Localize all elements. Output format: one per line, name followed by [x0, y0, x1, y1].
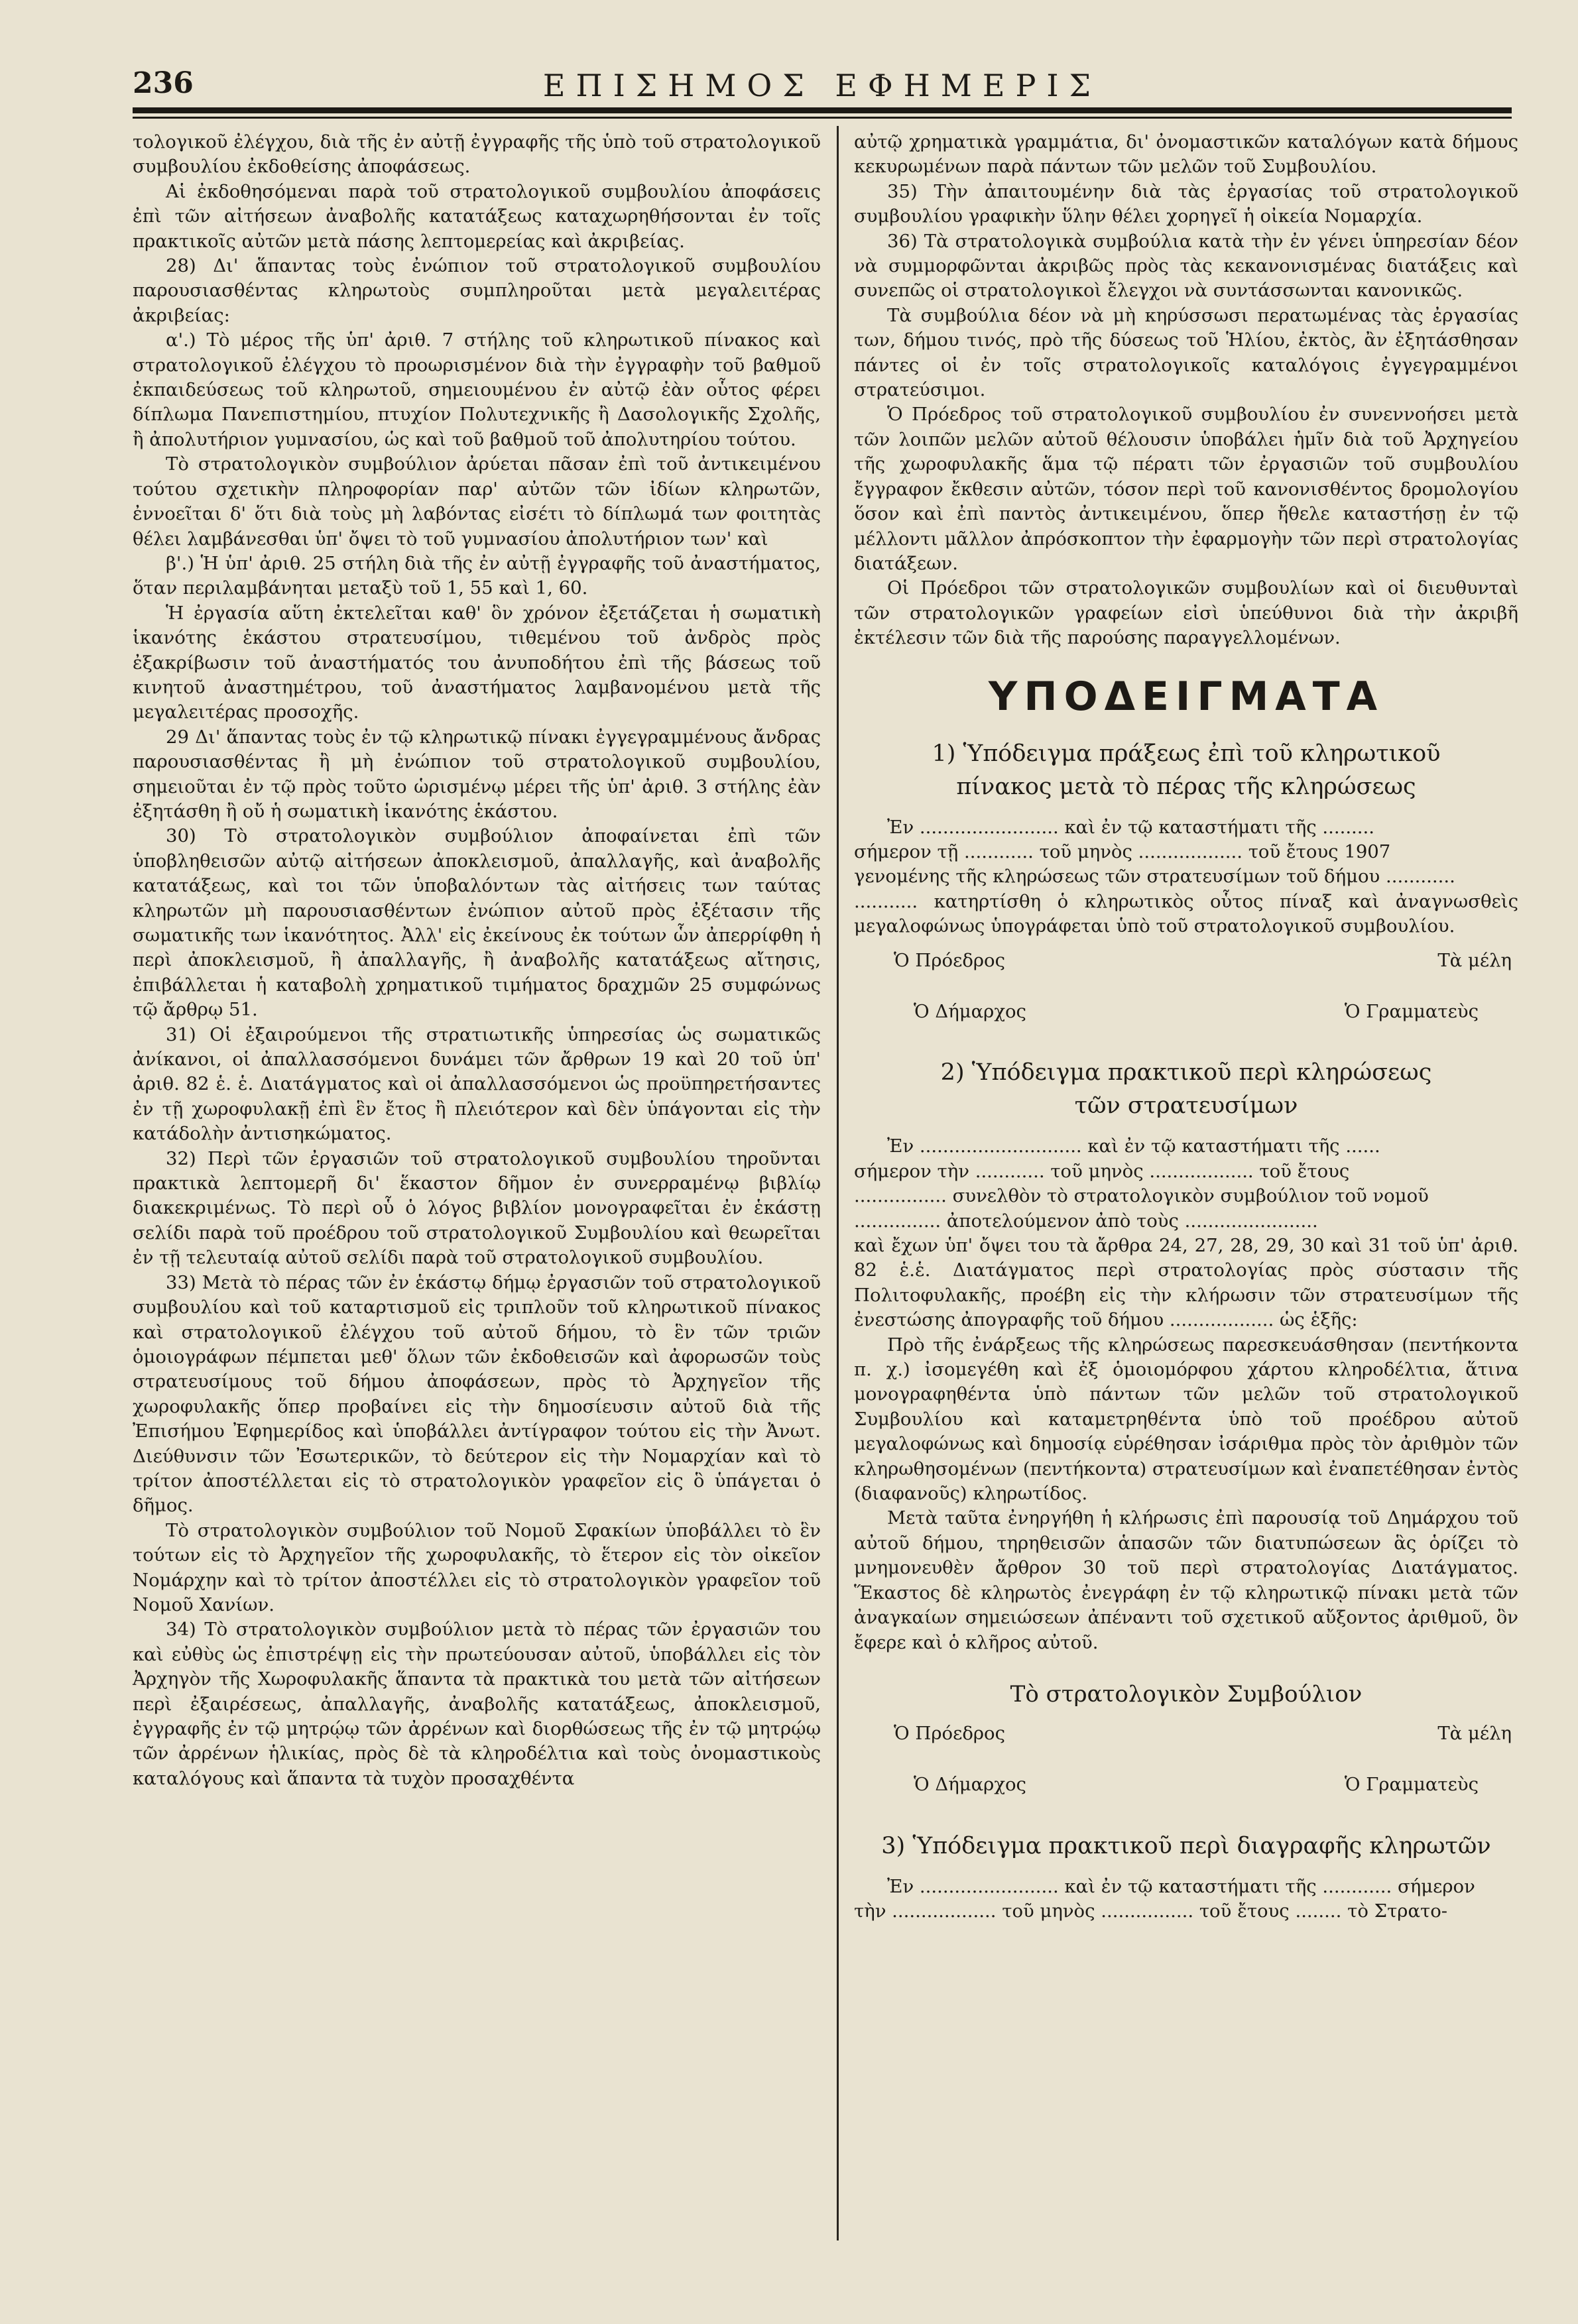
- header-rule-thick: [133, 107, 1512, 113]
- signature-members: Τὰ μέλη: [1437, 1722, 1512, 1744]
- paragraph: 32) Περὶ τῶν ἐργασιῶν τοῦ στρατολογικοῦ συμβουλίου τηροῦνται πρακτικὰ λεπτομερῆ δι' ἕκαστον δῆμον ἐν συνερραμένῳ βιβλίῳ διακεκριμένως. Τὸ περὶ οὗ ὁ λόγος βιβλίον μονογραφεῖται ἐν ἑκάστῃ σελίδι παρὰ τοῦ προέδρου τοῦ στρατολογικοῦ Συμβουλίου καὶ θεωρεῖται ἐν τῇ τελευταίᾳ αὐτοῦ σελίδι παρὰ τοῦ στρατολογικοῦ συμβουλίου.: [133, 1147, 821, 1269]
- form-line: ............... ἀποτελούμενον ἀπὸ τοὺς .......................: [854, 1210, 1318, 1232]
- model-2-title: [854, 1056, 1518, 1122]
- model-3: [854, 1830, 1518, 1924]
- signature-row: [854, 1721, 1518, 1746]
- paragraph: Πρὸ τῆς ἐνάρξεως τῆς κληρώσεως παρεσκευάσθησαν (πεντήκοντα π. χ.) ἰσομεγέθη καὶ ἐξ ὁμοιομόρφου χάρτου κληροδέλτια, ἅτινα μονογραφηθέντα ὑπὸ πάντων τῶν μελῶν τοῦ στρατολογικοῦ Συμβουλίου καὶ καταμετρηθέντα ὑπὸ τοῦ προέδρου αὐτοῦ μεγαλοφώνως καὶ δημοσίᾳ εὑρέθησαν ἰσάριθμα πρὸς τὸν ἀριθμὸν τῶν κληρωθησομένων (πεντήκοντα) στρατευσίμων καὶ ἐναπετέθησαν ἐντὸς (διαφανοῦς) κληρωτίδος.: [854, 1334, 1518, 1505]
- left-column: [133, 130, 821, 1791]
- signature-president: Ὁ Πρόεδρος: [894, 1722, 1006, 1744]
- signature-members: Τὰ μέλη: [1437, 949, 1512, 971]
- paragraph: Τὸ στρατολογικὸν συμβούλιον ἀρύεται πᾶσαν ἐπὶ τοῦ ἀντικειμένου τούτου σχετικὴν πληροφορίαν παρ' αὐτῶν τῶν ἰδίων κληρωτῶν, ἐννοεῖται δ' ὅτι διὰ τοὺς μὴ λαβόντας εἰσέτι τὸ δίπλωμά των φοιτητὰς θέλει λαμβάνεσθαι ὑπ' ὄψει τὸ τοῦ γυμνασίου ἀπολυτήριον των' καὶ: [133, 453, 821, 550]
- form-line: καὶ ἔχων ὑπ' ὄψει του τὰ ἄρθρα 24, 27, 28, 29, 30 καὶ 31 τοῦ ὑπ' ἀριθ. 82 ἑ.ἑ. Διατάγματος περὶ στρατολογίας πρὸς σύστασιν τῆς Πολιτοφυλακῆς, προέβη εἰς τὴν κλήρωσιν τῶν στρατευσίμων τῆς ἐνεστώσης ἀπογραφῆς τοῦ δήμου .................. ὡς ἑξῆς:: [854, 1235, 1518, 1331]
- form-line: ................ συνελθὸν τὸ στρατολογικὸν συμβούλιον τοῦ νομοῦ: [854, 1185, 1429, 1207]
- form-line: Ἐν ........................ καὶ ἐν τῷ καταστήματι τῆς ............ σήμερον: [887, 1875, 1475, 1897]
- signature-row: [854, 1772, 1518, 1797]
- council-heading: Τὸ στρατολογικὸν Συμβούλιον: [1010, 1680, 1363, 1708]
- signature-row: [854, 949, 1518, 973]
- header-rule-thin: [133, 117, 1512, 119]
- signature-president: Ὁ Πρόεδρος: [894, 949, 1006, 971]
- signature-secretary: Ὁ Γραμματεὺς: [1344, 1774, 1479, 1796]
- paragraph: Τὸ στρατολογικὸν συμβούλιον τοῦ Νομοῦ Σφακίων ὑποβάλλει τὸ ἓν τούτων εἰς τὸ Ἀρχηγεῖον τῆς χωροφυλακῆς, τὸ ἕτερον εἰς τὸν οἰκεῖον Νομάρχην καὶ τὸ τρίτον ἀποστέλλει εἰς τὸ στρατολογικὸν γραφεῖον τοῦ Νομοῦ Χανίων.: [133, 1519, 821, 1615]
- model-3-title: 3) Ὑπόδειγμα πρακτικοῦ περὶ διαγραφῆς κληρωτῶν: [881, 1832, 1491, 1859]
- paragraph: Ἡ ἐργασία αὕτη ἐκτελεῖται καθ' ὃν χρόνον ἐξετάζεται ἡ σωματικὴ ἱκανότης ἑκάστου στρατευσίμου, τιθεμένου τοῦ ἀνδρὸς πρὸς ἐξακρίβωσιν τοῦ ἀναστήματός του ἀνυποδήτου ἐπὶ τῆς βάσεως τοῦ κινητοῦ ἀναστημέτρου, τοῦ ἀναστήματος λαμβανομένου μετὰ τῆς μεγαλειτέρας προσοχῆς.: [133, 602, 821, 723]
- signature-mayor: Ὁ Δήμαρχος: [914, 1000, 1026, 1022]
- form-line: σήμερον τὴν ............ τοῦ μηνὸς .................. τοῦ ἔτους: [854, 1160, 1350, 1182]
- paragraph: 30) Τὸ στρατολογικὸν συμβούλιον ἀποφαίνεται ἐπὶ τῶν ὑποβληθεισῶν αὐτῷ αἰτήσεων ἀποκλεισμοῦ, ἀπαλλαγῆς, καὶ ἀναβολῆς κατατάξεως, καὶ τοι τῶν ὑποβαλόντων τὰς αἰτήσεις των ταύτας κληρωτῶν μὴ παρουσιασθέντων ἐνώπιον αὐτοῦ πρὸς ἐξέτασιν τῆς σωματικῆς των ἱκανότητος. Ἀλλ' εἰς ἐκείνους ἐκ τούτων ὧν ἀπερρίφθη ἡ περὶ ἀποκλεισμοῦ, ἢ ἀπαλλαγῆς, ἢ ἀναβολῆς κατατάξεως αἴτησις, ἐπιβάλλεται ἡ καταβολὴ χρηματικοῦ τιμήματος δραχμῶν 25 συμφώνως τῷ ἄρθρῳ 51.: [133, 825, 821, 1021]
- paragraph: αὐτῷ χρηματικὰ γραμμάτια, δι' ὀνομαστικῶν καταλόγων κατὰ δήμους κεκυρωμένων παρὰ πάντων τῶν μελῶν τοῦ Συμβουλίου.: [854, 131, 1518, 178]
- paragraph: β'.) Ἡ ὑπ' ἀριθ. 25 στήλη διὰ τῆς ἐν αὐτῇ ἐγγραφῆς τοῦ ἀναστήματος, ὅταν περιλαμβάνηται μεταξὺ τοῦ 1, 55 καὶ 1, 60.: [133, 552, 821, 599]
- paragraph: α'.) Τὸ μέρος τῆς ὑπ' ἀριθ. 7 στήλης τοῦ κληρωτικοῦ πίνακος καὶ στρατολογικοῦ ἐλέγχου τὸ προωρισμένον διὰ τὴν ἐγγραφὴν τοῦ βαθμοῦ ἐκπαιδεύσεως τοῦ κληρωτοῦ, σημειουμένου ἐν αὐτῷ ἐὰν οὗτος φέρει δίπλωμα Πανεπιστημίου, πτυχίον Πολυτεχνικῆς ἢ Δασολογικῆς Σχολῆς, ἢ ἀπολυτήριον γυμνασίου, ὡς καὶ τοῦ βαθμοῦ τοῦ ἀπολυτηρίου τούτου.: [133, 329, 821, 450]
- model-1-title: [854, 737, 1518, 803]
- section-heading: ΥΠΟΔΕΙΓΜΑΤΑ: [988, 673, 1384, 720]
- paragraph: Τὰ συμβούλια δέον νὰ μὴ κηρύσσωσι περατωμένας τὰς ἐργασίας των, δήμου τινός, πρὸ τῆς δύσεως τοῦ Ἡλίου, ἐκτὸς, ἂν ἐξητάσθησαν πάντες οἱ ἐν τοῖς στρατολογικοῖς καταλόγοις ἐγγεγραμμένοι στρατεύσιμοι.: [854, 304, 1518, 401]
- page-number: 236: [133, 66, 194, 100]
- paragraph: 33) Μετὰ τὸ πέρας τῶν ἐν ἑκάστῳ δήμῳ ἐργασιῶν τοῦ στρατολογικοῦ συμβουλίου καὶ τοῦ καταρτισμοῦ εἰς τριπλοῦν τοῦ κληρωτικοῦ πίνακος καὶ στρατολογικοῦ ἐλέγχου τοῦ αὐτοῦ δήμου, τὸ ἓν τῶν τριῶν ὁμοιογράφων πέμπεται μεθ' ὅλων τῶν ἐκδοθεισῶν καὶ ἀφορωσῶν τοὺς στρατευσίμους τοῦ δήμου ἀποφάσεων, πρὸς τὸ Ἀρχηγεῖον τῆς χωροφυλακῆς ὅπερ προβαίνει εἰς τὴν δημοσίευσιν αὐτοῦ διὰ τῆς Ἐπισήμου Ἐφημερίδος καὶ ὑποβάλλει ἀντίγραφον τούτου εἰς τὴν Ἀνωτ. Διεύθυνσιν τῶν Ἐσωτερικῶν, τὸ δεύτερον εἰς τὴν Νομαρχίαν καὶ τὸ τρίτον ἀποστέλλεται εἰς τὸ στρατολογικὸν γραφεῖον εἰς ὃ ὑπάγεται ὁ δῆμος.: [133, 1271, 821, 1517]
- paragraph: Μετὰ ταῦτα ἐνηργήθη ἡ κλήρωσις ἐπὶ παρουσίᾳ τοῦ Δημάρχου τοῦ αὐτοῦ δήμου, τηρηθεισῶν ἁπασῶν τῶν διατυπώσεων ἃς ὁρίζει τὸ μνημονευθὲν ἄρθρον 30 τοῦ περὶ στρατολογίας Διατάγματος. Ἕκαστος δὲ κληρωτὸς ἐνεγράφη ἐν τῷ κληρωτικῷ πίνακι μετὰ τῶν ἀναγκαίων σημειώσεων ἀπέναντι τοῦ σχετικοῦ αὔξοντος ἀριθμοῦ, ὃν ἔφερε καὶ ὁ κλῆρος αὐτοῦ.: [854, 1507, 1518, 1653]
- model-2-title-line: 2) Ὑπόδειγμα πρακτικοῦ περὶ κληρώσεως: [940, 1059, 1432, 1086]
- paragraph: τολογικοῦ ἐλέγχου, διὰ τῆς ἐν αὐτῇ ἐγγραφῆς τῆς ὑπὸ τοῦ στρατολογικοῦ συμβουλίου ἐκδοθείσης ἀποφάσεως.: [133, 131, 821, 178]
- model-1-title-line: πίνακος μετὰ τὸ πέρας τῆς κληρώσεως: [956, 773, 1416, 800]
- paragraph: 31) Οἱ ἐξαιρούμενοι τῆς στρατιωτικῆς ὑπηρεσίας ὡς σωματικῶς ἀνίκανοι, οἱ ἀπαλλασσόμενοι δυνάμει τῶν ἄρθρων 19 καὶ 20 τοῦ ὑπ' ἀριθ. 82 ἑ. ἑ. Διατάγματος καὶ οἱ ἀπαλλασσόμενοι ὡς προϋπηρετήσαντες ἐν τῇ χωροφυλακῇ ἐπὶ ἓν ἔτος ἢ πλειότερον καὶ δὲν ὑπάγονται εἰς τὴν κατάδολὴν ἀντισηκώματος.: [133, 1023, 821, 1145]
- signature-row: [854, 1000, 1518, 1024]
- paragraph: 36) Τὰ στρατολογικὰ συμβούλια κατὰ τὴν ἐν γένει ὑπηρεσίαν δέον νὰ συμμορφῶνται ἀκριβῶς πρὸς τὰς κεκανονισμένας διατάξεις καὶ συνεπῶς οἱ στρατολογικοὶ ἔλεγχοι νὰ συντάσσωνται κανονικῶς.: [854, 230, 1518, 302]
- form-line: ........... κατηρτίσθη ὁ κληρωτικὸς οὗτος πίναξ καὶ ἀναγνωσθεὶς μεγαλοφώνως ὑπογράφεται ὑπὸ τοῦ στρατολογικοῦ συμβουλίου.: [854, 890, 1518, 937]
- model-1: [854, 737, 1518, 1025]
- paragraph: 34) Τὸ στρατολογικὸν συμβούλιον μετὰ τὸ πέρας τῶν ἐργασιῶν του καὶ εὐθὺς ὡς ἐπιστρέψῃ εἰς τὴν πρωτεύουσαν αὐτοῦ, ὑποβάλλει εἰς τὸν Ἀρχηγὸν τῆς Χωροφυλακῆς ἅπαντα τὰ πρακτικὰ του μετὰ τῶν αἰτήσεων περὶ ἐξαιρέσεως, ἀπαλλαγῆς, ἀναβολῆς κατατάξεως, ἀποκλεισμοῦ, ἐγγραφῆς ἐν τῷ μητρῴῳ τῶν ἀρρένων καὶ διορθώσεως τῆς ἐν τῷ μητρῴῳ τῶν ἀρρένων ἡλικίας, πρὸς δὲ τὰ κληροδέλτια καὶ τοὺς ὀνομαστικοὺς καταλόγους καὶ ἅπαντα τὰ τυχὸν προσαχθέντα: [133, 1619, 821, 1789]
- paragraph: Ὁ Πρόεδρος τοῦ στρατολογικοῦ συμβουλίου ἐν συνεννοήσει μετὰ τῶν λοιπῶν μελῶν αὐτοῦ θέλουσιν ὑποβάλει ἡμῖν διὰ τοῦ Ἀρχηγείου τῆς χωροφυλακῆς ἅμα τῷ πέρατι τῶν ἐργασιῶν τοῦ συμβουλίου ἔγγραφον ἔκθεσιν αὐτῶν, τόσον περὶ τοῦ κανονισθέντος δρομολογίου ὅσον καὶ ἐπὶ παντὸς ἀντικειμένου, ὅπερ ἤθελε καταστήσῃ ἐν τῷ μέλλοντι μᾶλλον ἀπρόσκοπτον τὴν ἐφαρμογὴν τῶν περὶ στρατολογίας διατάξεων.: [854, 404, 1518, 574]
- model-2: [854, 1056, 1518, 1797]
- spacer: [854, 1024, 1518, 1044]
- spacer: [854, 1798, 1518, 1818]
- form-line: γενομένης τῆς κληρώσεως τῶν στρατευσίμων τοῦ δήμου ............: [854, 866, 1455, 888]
- form-line: Ἐν ........................ καὶ ἐν τῷ καταστήματι τῆς .........: [887, 816, 1375, 838]
- column-divider: [837, 126, 839, 2240]
- running-title: ΕΠΙΣΗΜΟΣ ΕΦΗΜΕΡΙΣ: [542, 68, 1102, 103]
- paragraph: 35) Τὴν ἀπαιτουμένην διὰ τὰς ἐργασίας τοῦ στρατολογικοῦ συμβουλίου γραφικὴν ὕλην θέλει χορηγεῖ ἡ οἰκεία Νομαρχία.: [854, 180, 1518, 227]
- form-line: σήμερον τῇ ............ τοῦ μηνὸς .................. τοῦ ἔτους 1907: [854, 841, 1391, 862]
- paragraph: 28) Δι' ἅπαντας τοὺς ἐνώπιον τοῦ στρατολογικοῦ συμβουλίου παρουσιασθέντας κληρωτοὺς συμπληροῦται μετὰ μεγαλειτέρας ἀκριβείας:: [133, 255, 821, 326]
- paragraph: Οἱ Πρόεδροι τῶν στρατολογικῶν συμβουλίων καὶ οἱ διευθυνταὶ τῶν στρατολογικῶν γραφείων εἰσὶ ὑπεύθυνοι διὰ τὴν ἀκριβῆ ἐκτέλεσιν τῶν διὰ τῆς παρούσης παραγγελλομένων.: [854, 577, 1518, 649]
- paragraph: 29 Δι' ἅπαντας τοὺς ἐν τῷ κληρωτικῷ πίνακι ἐγγεγραμμένους ἄνδρας παρουσιασθέντας ἢ μὴ ἐνώπιον τοῦ στρατολογικοῦ συμβουλίου, σημειοῦται ἐν τῷ πρὸς τοῦτο ὡρισμένῳ μέρει τῆς ὑπ' ἀριθ. 3 στήλης ἐὰν ἐξητάσθη ἢ οὔ ἡ σωματικὴ ἱκανότης ἑκάστου.: [133, 726, 821, 822]
- form-line: Ἐν ............................ καὶ ἐν τῷ καταστήματι τῆς ......: [887, 1135, 1380, 1157]
- paragraph: Αἱ ἐκδοθησόμεναι παρὰ τοῦ στρατολογικοῦ συμβουλίου ἀποφάσεις ἐπὶ τῶν αἰτήσεων ἀναβολῆς κατατάξεως καταχωρηθήσονται ἐν τοῖς πρακτικοῖς αὐτῶν μετὰ πάσης λεπτομερείας καὶ ἀκριβείας.: [133, 180, 821, 252]
- page-header: [133, 61, 1512, 114]
- model-2-title-line: τῶν στρατευσίμων: [1074, 1092, 1298, 1120]
- form-line: τὴν .................. τοῦ μηνὸς ................ τοῦ ἔτους ........ τὸ Στρατο-: [854, 1900, 1448, 1922]
- right-column: [854, 130, 1518, 1924]
- model-1-title-line: 1) Ὑπόδειγμα πράξεως ἐπὶ τοῦ κληρωτικοῦ: [932, 740, 1441, 767]
- signature-secretary: Ὁ Γραμματεὺς: [1344, 1000, 1479, 1022]
- signature-mayor: Ὁ Δήμαρχος: [914, 1774, 1026, 1796]
